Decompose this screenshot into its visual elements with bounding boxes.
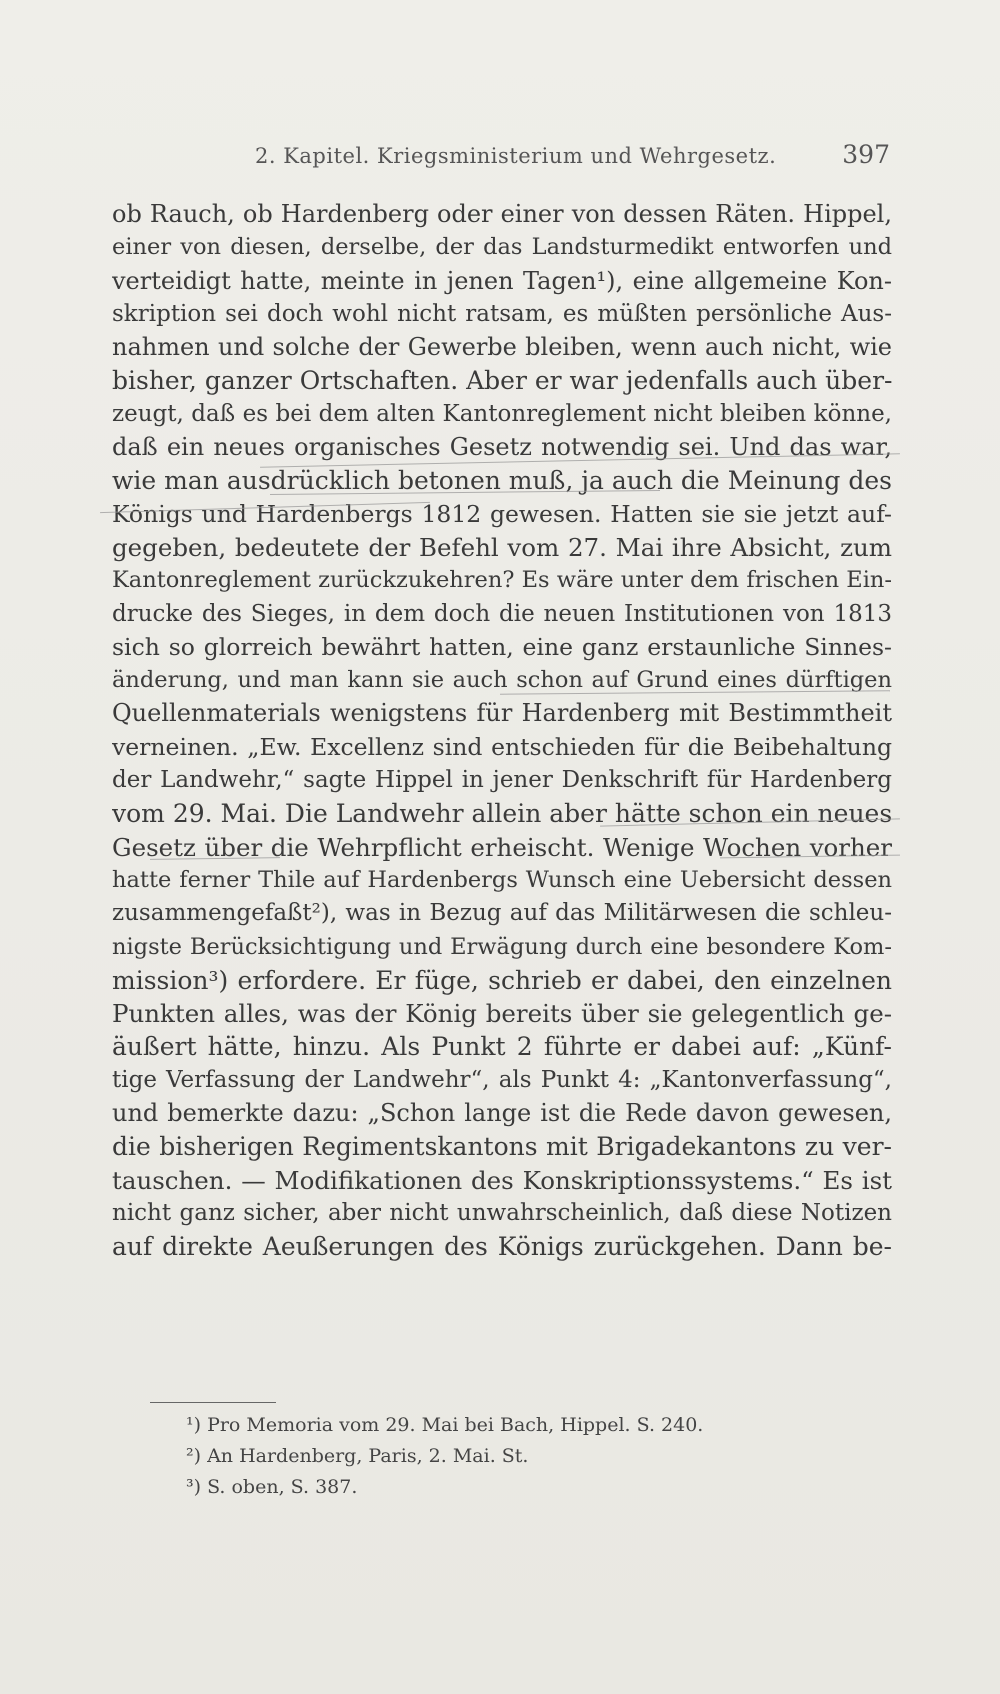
text-line: Königs und Hardenbergs 1812 gewesen. Hatten sie sie jetzt auf- xyxy=(112,499,892,528)
text-line: nigste Berücksichtigung und Erwägung durch eine besondere Kom- xyxy=(112,933,892,960)
text-line: die bisherigen Regimentskantons mit Brigadekantons zu ver- xyxy=(112,1132,892,1162)
text-line: tauschen. — Modifikationen des Konskriptionssystems.“ Es ist xyxy=(112,1165,892,1195)
text-line: auf direkte Aeußerungen des Königs zurückgehen. Dann be- xyxy=(112,1232,892,1262)
text-line: gegeben, bedeutete der Befehl vom 27. Mai ihre Absicht, zum xyxy=(112,532,892,562)
text-line: Quellenmaterials wenigstens für Hardenberg mit Bestimmtheit xyxy=(112,699,892,728)
text-line: zusammengefaßt²), was in Bezug auf das Militärwesen die schleu- xyxy=(112,900,892,927)
text-line: drucke des Sieges, in dem doch die neuen Institutionen von 1813 xyxy=(112,600,892,627)
text-line: ob Rauch, ob Hardenberg oder einer von dessen Räten. Hippel, xyxy=(112,200,892,228)
text-line: einer von diesen, derselbe, der das Landsturmedikt entworfen und xyxy=(112,234,892,261)
running-title: 2. Kapitel. Kriegsministerium und Wehrgesetz. xyxy=(255,144,777,168)
text-line: äußert hätte, hinzu. Als Punkt 2 führte er dabei auf: „Künf- xyxy=(112,1032,892,1062)
text-line: Punkten alles, was der König bereits über sie gelegentlich ge- xyxy=(112,999,892,1029)
text-line: Kantonreglement zurückzukehren? Es wäre unter dem frischen Ein- xyxy=(112,567,892,594)
body-text xyxy=(112,198,892,1264)
text-line: und bemerkte dazu: „Schon lange ist die Rede davon gewesen, xyxy=(112,1099,892,1128)
page-number: 397 xyxy=(842,140,890,169)
text-line: nicht ganz sicher, aber nicht unwahrscheinlich, daß diese Notizen xyxy=(112,1199,892,1226)
text-line: vom 29. Mai. Die Landwehr allein aber hätte schon ein neues xyxy=(112,799,892,829)
text-line: sich so glorreich bewährt hatten, eine ganz erstaunliche Sinnes- xyxy=(112,632,892,661)
text-line: Gesetz über die Wehrpflicht erheischt. Wenige Wochen vorher xyxy=(112,832,892,862)
footnotes xyxy=(186,1410,826,1503)
text-line: daß ein neues organisches Gesetz notwendig sei. Und das war, xyxy=(112,433,892,462)
text-line: änderung, und man kann sie auch schon auf Grund eines dürftigen xyxy=(112,667,892,694)
footnote: ²) An Hardenberg, Paris, 2. Mai. St. xyxy=(186,1445,529,1467)
text-line: mission³) erfordere. Er füge, schrieb er dabei, den einzelnen xyxy=(112,965,892,995)
text-line: skription sei doch wohl nicht ratsam, es müßten persönliche Aus- xyxy=(112,300,892,327)
text-line: wie man ausdrücklich betonen muß, ja auch die Meinung des xyxy=(112,466,892,496)
footnote-divider xyxy=(150,1402,276,1403)
text-line: nahmen und solche der Gewerbe bleiben, wenn auch nicht, wie xyxy=(112,333,892,362)
footnote: ³) S. oben, S. 387. xyxy=(186,1476,358,1498)
text-line: zeugt, daß es bei dem alten Kantonreglement nicht bleiben könne, xyxy=(112,400,892,427)
text-line: verteidigt hatte, meinte in jenen Tagen¹), eine allgemeine Kon- xyxy=(112,266,892,295)
text-line: tige Verfassung der Landwehr“, als Punkt 4: „Kantonverfassung“, xyxy=(112,1066,892,1093)
text-line: der Landwehr,“ sagte Hippel in jener Denkschrift für Hardenberg xyxy=(112,767,892,794)
page-header xyxy=(120,140,890,180)
text-line: verneinen. „Ew. Excellenz sind entschieden für die Beibehaltung xyxy=(112,732,892,761)
text-line: hatte ferner Thile auf Hardenbergs Wunsch eine Uebersicht dessen xyxy=(112,866,892,893)
footnote: ¹) Pro Memoria vom 29. Mai bei Bach, Hippel. S. 240. xyxy=(186,1414,704,1436)
text-line: bisher, ganzer Ortschaften. Aber er war jedenfalls auch über- xyxy=(112,366,892,396)
